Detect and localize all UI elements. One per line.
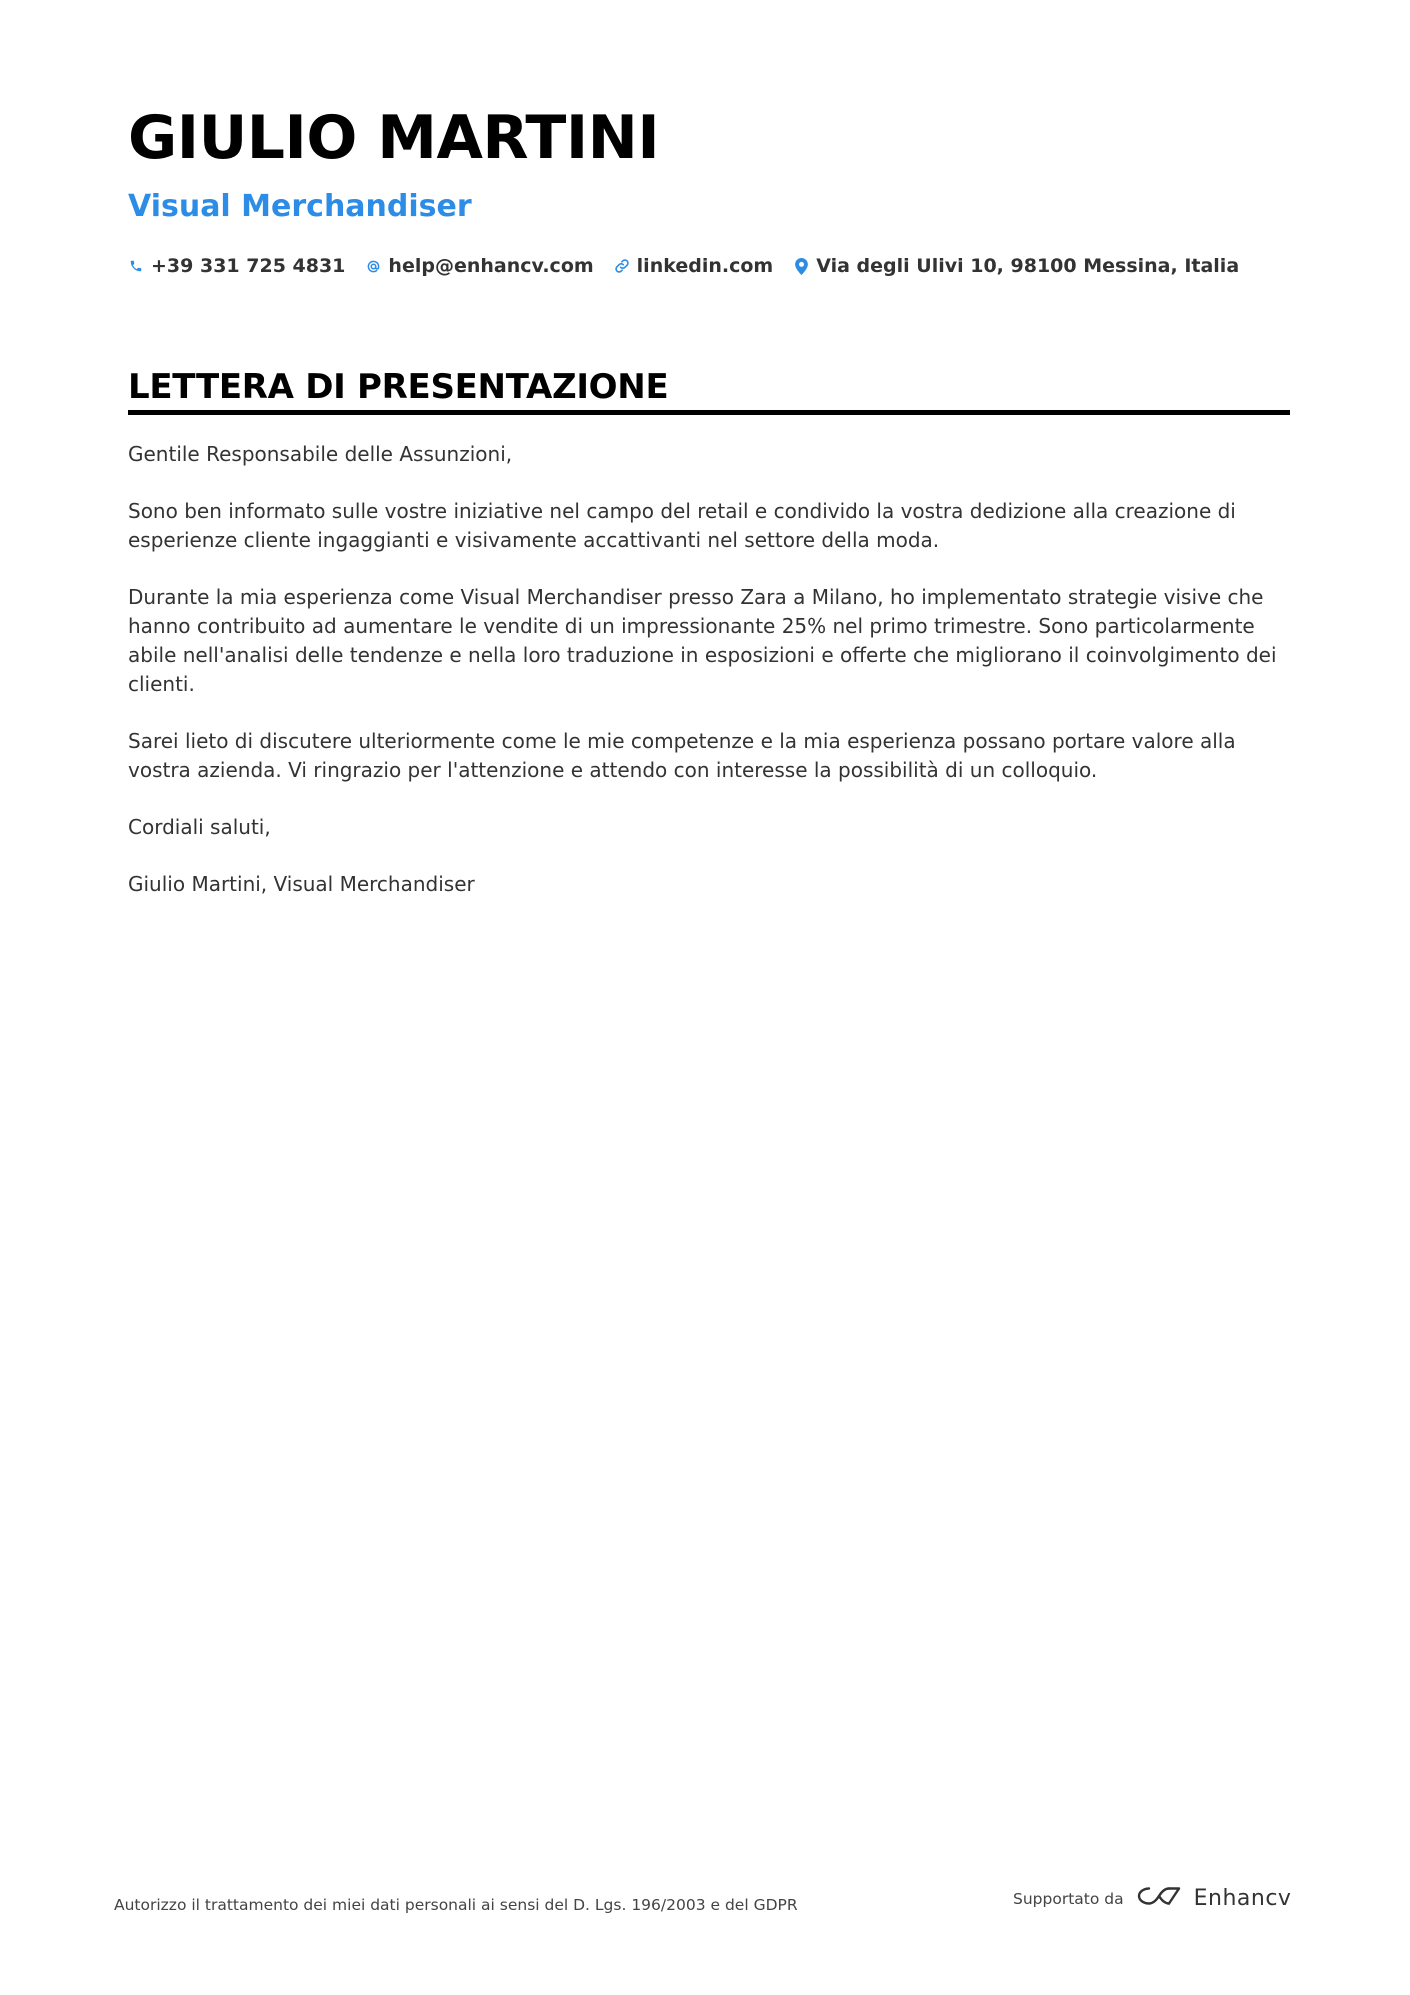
candidate-role: Visual Merchandiser <box>128 189 472 224</box>
section-title: LETTERA DI PRESENTAZIONE <box>128 367 669 407</box>
privacy-consent-note: Autorizzo il trattamento dei miei dati personali ai sensi del D. Lgs. 196/2003 e del GDPR <box>114 1896 798 1914</box>
contact-address-text: Via degli Ulivi 10, 98100 Messina, Italia <box>816 255 1240 277</box>
contact-address <box>793 255 1239 277</box>
contact-phone[interactable] <box>128 255 345 277</box>
letter-greeting: Gentile Responsabile delle Assunzioni, <box>128 442 513 466</box>
phone-icon <box>128 257 144 275</box>
link-icon <box>614 257 630 275</box>
brand-wordmark: Enhancv <box>1193 1886 1292 1911</box>
enhancv-logo-icon <box>1136 1884 1182 1913</box>
at-icon <box>365 257 381 275</box>
contact-bar <box>128 255 1239 277</box>
letter-closing: Cordiali saluti, <box>128 815 271 839</box>
section-divider <box>128 410 1290 415</box>
powered-by-brand[interactable] <box>1013 1884 1291 1913</box>
contact-email-text: help@enhancv.com <box>388 255 594 277</box>
letter-body <box>128 440 1293 927</box>
contact-email[interactable] <box>365 255 593 277</box>
letter-paragraph: Sarei lieto di discutere ulteriormente come le mie competenze e la mia esperienza possano portare valore alla vostra azienda. Vi ringrazio per l'attenzione e attendo con interesse la possibilità di un colloquio. <box>128 729 1236 782</box>
contact-phone-text: +39 331 725 4831 <box>151 255 346 277</box>
letter-paragraph: Durante la mia esperienza come Visual Merchandiser presso Zara a Milano, ho implementato strategie visive che hanno contribuito ad aumentare le vendite di un impressionante 25% nel primo trimestre. Sono particolarmente abile nell'analisi delle tendenze e nella loro traduzione in esposizioni e offerte che migliorano il coinvolgimento dei clienti. <box>128 585 1277 696</box>
location-pin-icon <box>793 257 809 275</box>
letter-signature: Giulio Martini, Visual Merchandiser <box>128 872 475 896</box>
contact-linkedin-text: linkedin.com <box>636 255 774 277</box>
contact-linkedin[interactable] <box>614 255 774 277</box>
candidate-name: GIULIO MARTINI <box>128 103 660 173</box>
letter-paragraph: Sono ben informato sulle vostre iniziative nel campo del retail e condivido la vostra dedizione alla creazione di esperienze cliente ingaggianti e visivamente accattivanti nel settore della moda. <box>128 499 1236 552</box>
powered-by-label: Supportato da <box>1013 1889 1124 1908</box>
